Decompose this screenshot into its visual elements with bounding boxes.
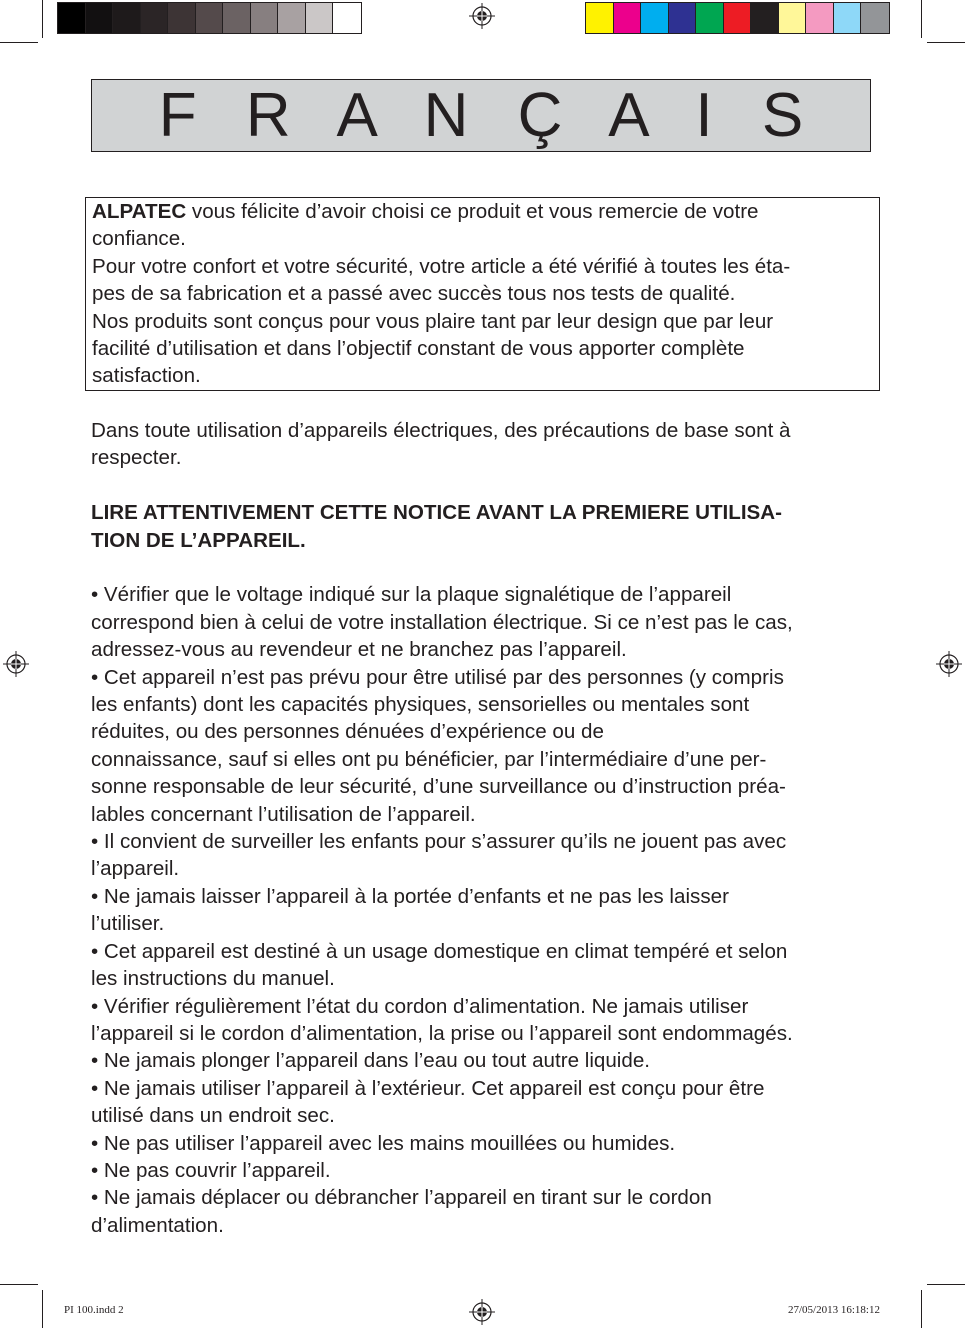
grayscale-color-bar bbox=[57, 2, 362, 34]
safety-bullet-list bbox=[91, 581, 881, 1239]
bullet-line: les enfants) dont les capacités physiques, sensorielles ou mentales sont bbox=[91, 693, 750, 717]
intro-line: Nos produits sont conçus pour vous plaire tant par leur design que par leur bbox=[92, 309, 774, 333]
bullet-line: l’appareil si le cordon d’alimentation, la prise ou l’appareil sont endommagés. bbox=[91, 1021, 793, 1045]
bullet-line: • Ne pas utiliser l’appareil avec les mains mouillées ou humides. bbox=[91, 1131, 676, 1155]
color-swatch bbox=[696, 3, 724, 33]
bullet-line: • Il convient de surveiller les enfants pour s’assurer qu’ils ne jouent pas avec bbox=[91, 830, 787, 854]
color-swatch bbox=[834, 3, 862, 33]
crop-mark bbox=[921, 1290, 922, 1328]
bullet-line: l’utiliser. bbox=[91, 912, 165, 936]
color-swatch bbox=[724, 3, 752, 33]
text-line: TION DE L’APPAREIL. bbox=[91, 528, 306, 552]
color-swatch bbox=[278, 3, 306, 33]
brand-name: ALPATEC bbox=[92, 200, 187, 223]
bullet-line: • Ne pas couvrir l’appareil. bbox=[91, 1158, 331, 1182]
bullet-line: correspond bien à celui de votre installation électrique. Si ce n’est pas le cas, bbox=[91, 610, 793, 634]
color-swatch bbox=[614, 3, 642, 33]
crop-mark bbox=[927, 1284, 965, 1285]
color-swatch bbox=[196, 3, 224, 33]
bullet-line: • Ne jamais utiliser l’appareil à l’extérieur. Cet appareil est conçu pour être bbox=[91, 1076, 765, 1100]
color-swatch bbox=[86, 3, 114, 33]
bullet-line: adressez-vous au revendeur et ne branchez pas l’appareil. bbox=[91, 638, 627, 662]
color-swatch bbox=[306, 3, 334, 33]
bullet-line: réduites, ou des personnes dénuées d’expérience ou de bbox=[91, 720, 604, 744]
registration-mark-icon bbox=[3, 651, 29, 677]
bullet-line: • Cet appareil n’est pas prévu pour être utilisé par des personnes (y compris bbox=[91, 665, 784, 689]
bullet-line: • Ne jamais laisser l’appareil à la portée d’enfants et ne pas les laisser bbox=[91, 884, 729, 908]
crop-mark bbox=[42, 1290, 43, 1328]
precautions-paragraph bbox=[91, 417, 881, 472]
color-swatch bbox=[113, 3, 141, 33]
slug-datetime: 27/05/2013 16:18:12 bbox=[788, 1304, 880, 1316]
read-notice-warning bbox=[91, 499, 881, 554]
crop-mark bbox=[0, 1284, 38, 1285]
bullet-line: • Vérifier que le voltage indiqué sur la plaque signalétique de l’appareil bbox=[91, 583, 732, 607]
color-swatch bbox=[333, 3, 361, 33]
color-swatch bbox=[779, 3, 807, 33]
bullet-line: les instructions du manuel. bbox=[91, 967, 335, 991]
color-swatch bbox=[669, 3, 697, 33]
bullet-line: • Ne jamais plonger l’appareil dans l’eau ou tout autre liquide. bbox=[91, 1049, 651, 1073]
bullet-line: • Vérifier régulièrement l’état du cordon d’alimentation. Ne jamais utiliser bbox=[91, 994, 749, 1018]
color-swatch bbox=[141, 3, 169, 33]
color-swatch bbox=[586, 3, 614, 33]
intro-line: confiance. bbox=[92, 227, 186, 251]
color-swatch bbox=[806, 3, 834, 33]
color-swatch bbox=[251, 3, 279, 33]
registration-mark-icon bbox=[469, 3, 495, 29]
crop-mark bbox=[0, 42, 38, 43]
intro-line: Pour votre confort et votre sécurité, votre article a été vérifié à toutes les éta- bbox=[92, 254, 791, 278]
color-swatch bbox=[168, 3, 196, 33]
bullet-line: lables concernant l’utilisation de l’appareil. bbox=[91, 802, 476, 826]
language-title-banner bbox=[91, 79, 871, 152]
crop-mark bbox=[927, 42, 965, 43]
bullet-line: sonne responsable de leur sécurité, d’une surveillance ou d’instruction préa- bbox=[91, 775, 786, 799]
color-swatch bbox=[861, 3, 889, 33]
text-line: LIRE ATTENTIVEMENT CETTE NOTICE AVANT LA PREMIERE UTILISA- bbox=[91, 501, 783, 525]
crop-mark bbox=[921, 0, 922, 38]
color-swatch bbox=[641, 3, 669, 33]
bullet-line: utilisé dans un endroit sec. bbox=[91, 1104, 335, 1128]
page-title: F R A N Ç A I S bbox=[158, 81, 820, 150]
slug-file-name: PI 100.indd 2 bbox=[64, 1304, 124, 1316]
bullet-line: • Ne jamais déplacer ou débrancher l’appareil en tirant sur le cordon bbox=[91, 1186, 712, 1210]
safety-instructions bbox=[91, 417, 881, 1239]
bullet-line: d’alimentation. bbox=[91, 1213, 224, 1237]
bullet-line: • Cet appareil est destiné à un usage domestique en climat tempéré et selon bbox=[91, 939, 788, 963]
text-line: respecter. bbox=[91, 446, 182, 470]
registration-mark-icon bbox=[469, 1299, 495, 1325]
process-color-bar bbox=[585, 2, 890, 34]
intro-box bbox=[85, 197, 880, 391]
color-swatch bbox=[58, 3, 86, 33]
bullet-line: l’appareil. bbox=[91, 857, 180, 881]
intro-line: facilité d’utilisation et dans l’objectif constant de vous apporter complète bbox=[92, 337, 745, 361]
text-line: Dans toute utilisation d’appareils électriques, des précautions de base sont à bbox=[91, 419, 791, 442]
color-swatch bbox=[223, 3, 251, 33]
crop-mark bbox=[42, 0, 43, 38]
registration-mark-icon bbox=[936, 651, 962, 677]
color-swatch bbox=[751, 3, 779, 33]
intro-line: satisfaction. bbox=[92, 364, 201, 388]
intro-line: pes de sa fabrication et a passé avec succès tous nos tests de qualité. bbox=[92, 282, 736, 306]
bullet-line: connaissance, sauf si elles ont pu bénéficier, par l’intermédiaire d’une per- bbox=[91, 747, 767, 771]
intro-line: ALPATEC vous félicite d’avoir choisi ce produit et vous remercie de votre bbox=[92, 200, 759, 223]
